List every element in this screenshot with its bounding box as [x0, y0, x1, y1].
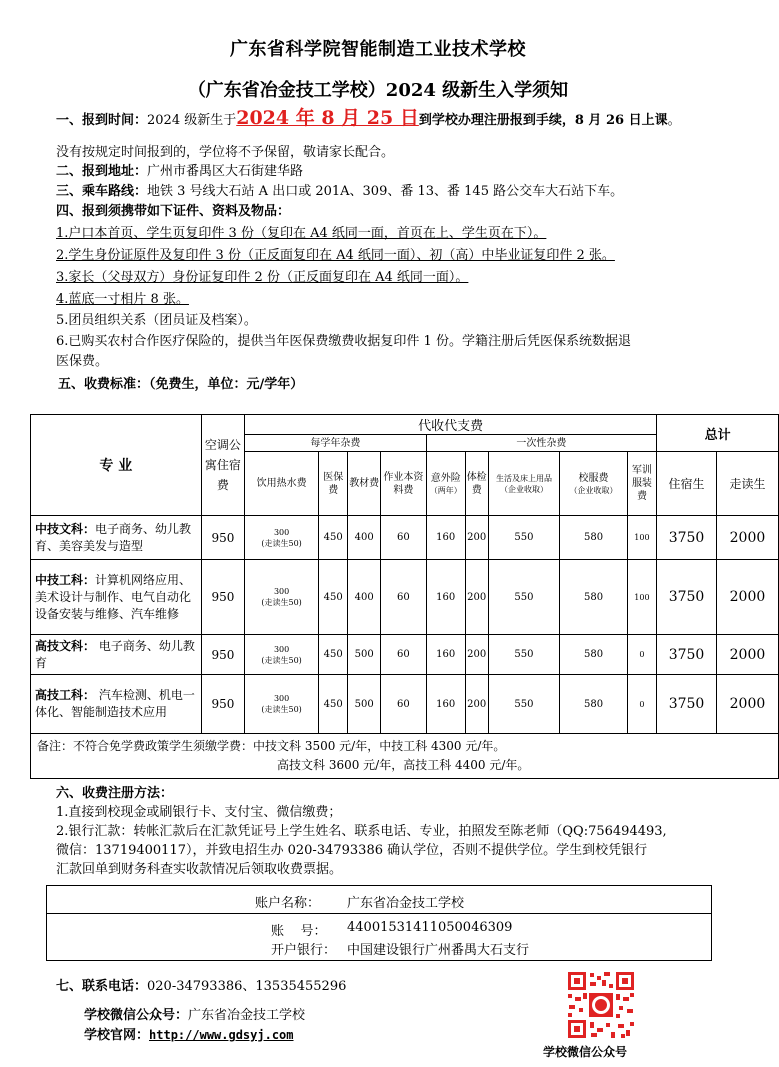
total-day: 2000 [716, 560, 778, 635]
account-number-label: 账 号： [271, 924, 327, 939]
section-1-end: 。 [667, 113, 681, 128]
section-2 [56, 162, 303, 182]
section-7-heading: 七、联系电话： [56, 979, 148, 994]
uniform-fee: 580 [560, 516, 627, 560]
exam-fee: 200 [465, 635, 488, 675]
header-yearly: 每学年杂费 [245, 435, 427, 452]
bank-name-label: 开户银行： [271, 943, 337, 958]
section-4-heading: 四、报到须携带如下证件、资料及物品： [56, 204, 291, 219]
header-boarder: 住宿生 [657, 452, 717, 516]
section-3-heading: 三、乘车路线： [56, 184, 148, 199]
daily-fee: 550 [488, 675, 560, 734]
major-category: 高技文科： [35, 638, 96, 653]
homework-fee: 60 [381, 675, 427, 734]
bank-info-box [46, 885, 712, 961]
total-day: 2000 [716, 635, 778, 675]
header-collect: 代收代支费 [245, 415, 657, 435]
account-number: 44001531411050046309 [347, 920, 513, 935]
fee-note [31, 734, 779, 779]
wechat-name: 广东省冶金技工学校 [188, 1008, 306, 1023]
header-insurance-label: 意外险 [430, 472, 461, 484]
header-daily-sub: （企业收取） [499, 484, 548, 494]
water-fee-value: 300 [273, 587, 290, 596]
payment-method-2-end: 汇款回单到财务科查实收款情况后领取收费票据。 [56, 862, 343, 877]
header-insurance-sub: （两年） [429, 485, 462, 495]
exam-fee: 200 [465, 675, 488, 734]
water-fee-note: (走读生50) [261, 598, 302, 607]
daily-fee: 550 [488, 516, 560, 560]
uniform-fee: 580 [560, 560, 627, 635]
water-fee [245, 516, 319, 560]
bank-name: 中国建设银行广州番禺大石支行 [347, 943, 530, 958]
payment-method-2-cont: 微信：13719400117），并致电招生办 020-34793386 确认学位，否则不提供学位。学生到校凭银行 [56, 843, 648, 858]
dorm-fee: 950 [201, 516, 244, 560]
item-6: 6.已购买农村合作医疗保险的，提供当年医保费缴费收据复印件 1 份。学籍注册后凭医保系统数据退 [56, 334, 631, 349]
total-boarder: 3750 [657, 675, 717, 734]
payment-method-1: 1.直接到校现金或刷银行卡、支付宝、微信缴费； [56, 805, 342, 820]
medical-fee: 450 [319, 675, 348, 734]
water-fee-note: (走读生50) [261, 655, 302, 665]
section-6-heading: 六、收费注册方法： [56, 786, 174, 801]
header-homework: 作业本资料费 [381, 452, 427, 516]
water-fee-note: (走读生50) [261, 538, 302, 548]
header-uniform-sub: （企业收取） [569, 485, 618, 495]
item-2 [56, 246, 615, 266]
medical-fee: 450 [319, 516, 348, 560]
major-list: 电子商务、幼儿教育、美容美发与造型 [35, 521, 192, 553]
table-row [31, 516, 779, 560]
major-cell [31, 675, 202, 734]
textbook-fee: 400 [348, 516, 381, 560]
total-boarder: 3750 [657, 516, 717, 560]
exam-fee: 200 [465, 560, 488, 635]
item-5: 5.团员组织关系（团员证及档案）。 [56, 313, 257, 328]
report-date: 2024 年 8 月 25 日 [236, 107, 419, 129]
insurance-fee: 160 [426, 675, 465, 734]
water-fee [245, 635, 319, 675]
major-list: 计算机网络应用、美术设计与制作、电气自动化设备安装与维修、汽车维修 [35, 572, 192, 621]
section-1-post: 到学校办理注册报到手续，8 月 26 日上课 [418, 113, 668, 128]
fee-note-line-1: 备注：不符合免学费政策学生须缴学费：中技文科 3500 元/年，中技工科 4300 元/年。 [37, 739, 506, 753]
section-1-note: 没有按规定时间报到的，学位将不予保留，敬请家长配合。 [56, 145, 395, 160]
wechat-line [84, 1006, 305, 1026]
wechat-qr-code [566, 970, 636, 1040]
major-list: 电子商务、幼儿教育 [35, 638, 195, 670]
textbook-fee: 500 [348, 635, 381, 675]
website-line [84, 1025, 294, 1046]
website-label: 学校官网： [84, 1028, 150, 1043]
section-1 [56, 108, 681, 131]
total-boarder: 3750 [657, 635, 717, 675]
dorm-fee: 950 [201, 560, 244, 635]
header-once: 一次性杂费 [426, 435, 656, 452]
header-training: 军训服装费 [627, 452, 656, 516]
note-row [31, 734, 779, 779]
textbook-fee: 400 [348, 560, 381, 635]
total-day: 2000 [716, 675, 778, 734]
insurance-fee: 160 [426, 635, 465, 675]
water-fee-note: (走读生50) [261, 705, 302, 714]
water-fee [245, 560, 319, 635]
homework-fee: 60 [381, 560, 427, 635]
homework-fee: 60 [381, 516, 427, 560]
contact-phones: 020-34793386、13535455296 [147, 979, 347, 994]
total-boarder: 3750 [657, 560, 717, 635]
account-name: 广东省冶金技工学校 [347, 896, 465, 911]
header-insurance [426, 452, 465, 516]
table-row [31, 675, 779, 734]
section-3 [56, 182, 623, 202]
notice-title: （广东省冶金技工学校）2024 级新生入学须知 [187, 80, 569, 101]
training-fee: 0 [627, 675, 656, 734]
medical-fee: 450 [319, 635, 348, 675]
header-total: 总计 [657, 415, 779, 452]
section-2-heading: 二、报到地址： [56, 164, 148, 179]
header-uniform-label: 校服费 [578, 472, 609, 484]
website-link[interactable]: http://www.gdsyj.com [149, 1028, 294, 1042]
qr-caption: 学校微信公众号 [543, 1045, 628, 1059]
fee-table [30, 414, 779, 779]
exam-fee: 200 [465, 516, 488, 560]
header-textbook: 教材费 [348, 452, 381, 516]
training-fee: 0 [627, 635, 656, 675]
training-fee: 100 [627, 516, 656, 560]
major-cell [31, 560, 202, 635]
section-7 [56, 977, 346, 997]
uniform-fee: 580 [560, 675, 627, 734]
medical-fee: 450 [319, 560, 348, 635]
fee-note-line-2: 高技文科 3600 元/年，高技工科 4400 元/年。 [277, 758, 530, 772]
insurance-fee: 160 [426, 560, 465, 635]
item-2-text: 2.学生身份证原件及复印件 3 份（正反面复印在 A4 纸同一面）、初（高）中毕业证复印件 2 张。 [56, 248, 615, 263]
major-cell [31, 635, 202, 675]
bus-route: 地铁 3 号线大石站 A 出口或 201A、309、番 13、番 145 路公交车大石站下车。 [147, 184, 624, 199]
major-category: 中技文科： [35, 521, 96, 536]
major-cell [31, 516, 202, 560]
dorm-fee: 950 [201, 635, 244, 675]
section-1-heading: 一、报到时间： [56, 113, 148, 128]
section-5-heading: 五、收费标准：（免费生，单位：元/学年） [58, 377, 304, 392]
training-fee: 100 [627, 560, 656, 635]
major-list: 汽车检测、机电一体化、智能制造技术应用 [35, 688, 195, 719]
header-day: 走读生 [716, 452, 778, 516]
item-6-cont: 医保费。 [56, 354, 109, 369]
item-4: 4.蓝底一寸相片 8 张。 [56, 292, 189, 307]
school-title: 广东省科学院智能制造工业技术学校 [230, 39, 526, 60]
bank-row-name [47, 886, 711, 914]
table-row [31, 560, 779, 635]
total-day: 2000 [716, 516, 778, 560]
section-1-pre: 2024 级新生于 [147, 113, 237, 128]
address: 广州市番禺区大石街建华路 [147, 164, 304, 179]
textbook-fee: 500 [348, 675, 381, 734]
header-daily [488, 452, 560, 516]
table-row [31, 635, 779, 675]
daily-fee: 550 [488, 635, 560, 675]
uniform-fee: 580 [560, 635, 627, 675]
header-medical: 医保费 [319, 452, 348, 516]
water-fee-value: 300 [273, 527, 290, 537]
water-fee-value: 300 [273, 694, 290, 703]
major-category: 中技工科： [35, 572, 96, 587]
account-name-label: 账户名称： [255, 896, 321, 911]
insurance-fee: 160 [426, 516, 465, 560]
header-major: 专 业 [31, 415, 202, 516]
header-uniform [560, 452, 627, 516]
item-3: 3.家长（父母双方）身份证复印件 2 份（正反面复印在 A4 纸同一面）。 [56, 270, 469, 285]
wechat-label: 学校微信公众号： [84, 1008, 189, 1023]
water-fee-value: 300 [273, 644, 290, 654]
header-daily-label: 生活及床上用品 [495, 473, 552, 483]
header-exam: 体检费 [465, 452, 488, 516]
payment-method-2: 2.银行汇款：转帐汇款后在汇款凭证号上学生姓名、联系电话、专业，拍照发至陈老师（QQ:756494493, [56, 824, 667, 839]
major-category: 高技工科： [35, 688, 96, 702]
header-water: 饮用热水费 [245, 452, 319, 516]
item-1: 1.户口本首页、学生页复印件 3 份（复印在 A4 纸同一面，首页在上、学生页在下）。 [56, 226, 547, 241]
water-fee [245, 675, 319, 734]
dorm-fee: 950 [201, 675, 244, 734]
header-dorm: 空调公寓住宿费 [201, 415, 244, 516]
daily-fee: 550 [488, 560, 560, 635]
homework-fee: 60 [381, 635, 427, 675]
